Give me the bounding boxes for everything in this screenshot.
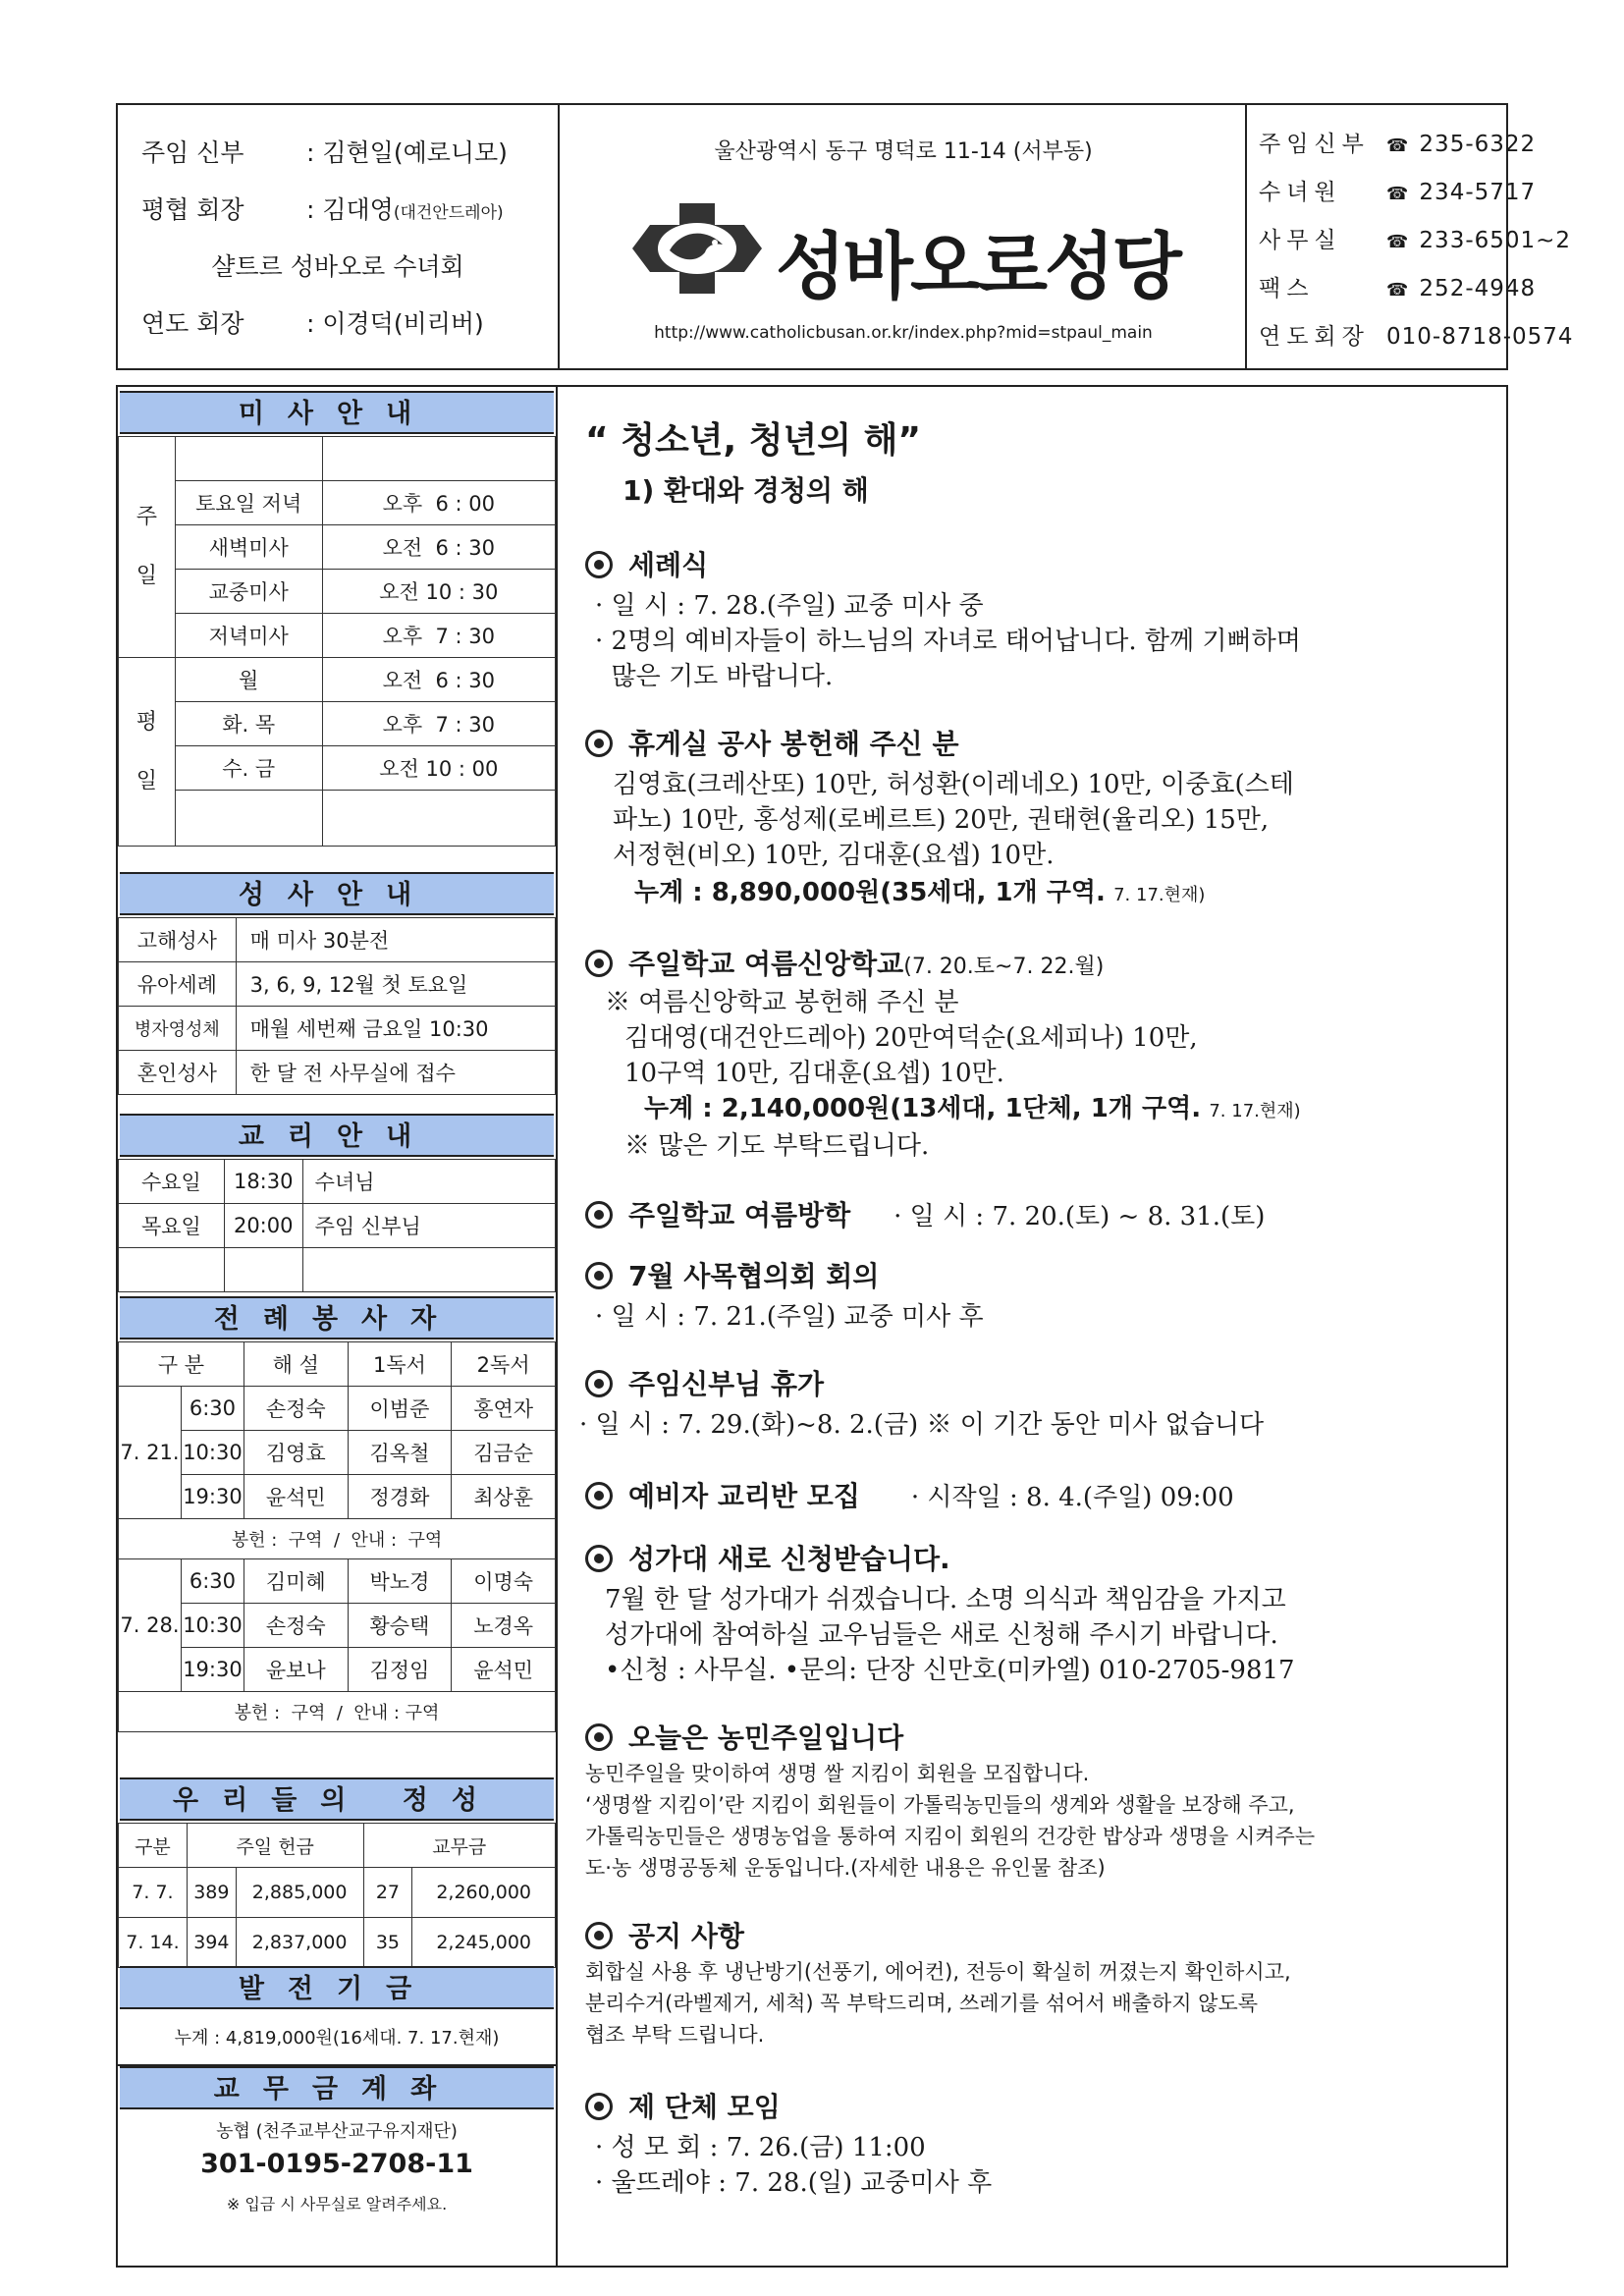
bullet-icon	[585, 1723, 613, 1751]
mass-time: 오후 7 : 30	[322, 614, 555, 658]
commentator: 윤석민	[244, 1475, 348, 1519]
mass-time: 오전 10 : 00	[322, 746, 555, 791]
bulletin-body	[116, 385, 1508, 2268]
item-title: 세례식	[628, 549, 709, 581]
offering-amount: 2,885,000	[236, 1868, 363, 1918]
council-name: : 김대영	[306, 195, 394, 224]
sacrament-title: 성사안내	[120, 872, 554, 915]
servers-header: 1독서	[348, 1342, 452, 1387]
sidebar	[118, 387, 558, 2266]
catechism-table	[118, 1159, 556, 1292]
mass-time: 오전 6 : 30	[322, 658, 555, 702]
account-bank: 농협 (천주교부산교구유지재단)	[216, 2121, 458, 2142]
sacrament-desc: 3, 6, 9, 12월 첫 토요일	[236, 962, 555, 1007]
theme-subtitle: 1) 환대와 경청의 해	[623, 474, 869, 507]
reader-2: 이명숙	[452, 1559, 556, 1604]
item-summer-school: 주일학교 여름신앙학교(7. 20.토~7. 22.월)	[585, 943, 1104, 982]
servers-note: 봉헌 : 구역 / 안내 : 구역	[119, 1692, 556, 1732]
catechism-teacher: 주임 신부님	[302, 1204, 555, 1248]
dues-amount: 2,245,000	[412, 1918, 556, 1968]
servers-time: 6:30	[181, 1387, 244, 1431]
servers-time: 19:30	[181, 1475, 244, 1519]
pastor-row	[118, 125, 558, 182]
catechism-time: 20:00	[224, 1204, 302, 1248]
yeondo-label: 연도 회장	[141, 309, 244, 338]
item-line: 가톨릭농민들은 생명농업을 통하여 지킴이 회원의 건강한 밥상과 생명을 시켜주는	[585, 1825, 1316, 1848]
item-line: 협조 부탁 드립니다.	[585, 2023, 765, 2047]
phone-icon: ☎	[1386, 280, 1410, 301]
council-name-suffix: (대건안드레아)	[393, 203, 504, 223]
pastor-name: : 김현일(예로니모)	[306, 138, 508, 167]
mass-time: 오전 6 : 30	[322, 525, 555, 570]
fund-title: 발전기금	[120, 1966, 554, 2009]
item-line: · 일 시 : 7. 28.(주일) 교중 미사 중	[595, 591, 984, 621]
offering-header: 교무금	[363, 1824, 555, 1868]
sacrament-desc: 매 미사 30분전	[236, 918, 555, 962]
reader-2: 노경옥	[452, 1604, 556, 1648]
council-label: 평협 회장	[141, 195, 244, 224]
phone-icon: ☎	[1386, 184, 1410, 204]
bullet-icon	[585, 950, 613, 977]
item-pastoral	[585, 1255, 879, 1294]
sacrament-name: 병자영성체	[119, 1007, 237, 1051]
summer-total: 누계 : 2,140,000원(13세대, 1단체, 1개 구역. 7. 17.현재)	[644, 1094, 1301, 1123]
offering-title: 우리들의 정성	[120, 1777, 554, 1821]
sisters-row: 샬트르 성바오로 수녀회	[211, 252, 464, 281]
offering-count: 389	[187, 1868, 236, 1918]
account-title: 교무금계좌	[120, 2066, 554, 2109]
sunday-label: 주 일	[119, 437, 176, 658]
mass-name: 교중미사	[175, 570, 322, 614]
offering-amount: 2,837,000	[236, 1918, 363, 1968]
item-line: · 일 시 : 7. 29.(화)~8. 2.(금) ※ 이 기간 동안 미사 없습니다	[579, 1410, 1265, 1440]
servers-date: 7. 28.	[119, 1559, 182, 1692]
phone-icon: ☎	[1386, 136, 1410, 156]
item-title: 제 단체 모임	[628, 2091, 781, 2123]
contact-number: 252-4948	[1419, 276, 1537, 301]
item-line: · 2명의 예비자들이 하느님의 자녀로 태어납니다. 함께 기뻐하며	[595, 627, 1301, 656]
offering-date: 7. 14.	[119, 1918, 188, 1968]
item-line: 김대영(대건안드레아) 20만여덕순(요세피나) 10만,	[624, 1023, 1198, 1053]
servers-table	[118, 1341, 556, 1732]
contact-row	[1247, 121, 1537, 169]
weekday-label: 평 일	[119, 658, 176, 847]
servers-header: 2독서	[452, 1342, 556, 1387]
item-title: 예비자 교리반 모집	[628, 1480, 860, 1512]
pastor-label: 주임 신부	[141, 138, 244, 167]
mass-name: 수. 금	[175, 746, 322, 791]
reader-1: 황승택	[348, 1604, 452, 1648]
fund-total: 누계 : 4,819,000원(16세대. 7. 17.현재)	[118, 2011, 556, 2066]
reader-1: 김옥철	[348, 1431, 452, 1475]
servers-time: 10:30	[181, 1604, 244, 1648]
contact-row	[1247, 313, 1574, 361]
mass-name: 월	[175, 658, 322, 702]
bullet-icon	[585, 1545, 613, 1572]
offering-date: 7. 7.	[119, 1868, 188, 1918]
item-title: 오늘은 농민주일입니다	[628, 1722, 904, 1754]
bullet-icon	[585, 1201, 613, 1229]
catechism-time: 18:30	[224, 1160, 302, 1204]
servers-note: 봉헌 : 구역 / 안내 : 구역	[119, 1519, 556, 1559]
item-line: 농민주일을 맞이하여 생명 쌀 지킴이 회원을 모집합니다.	[585, 1762, 1090, 1785]
dues-amount: 2,260,000	[412, 1868, 556, 1918]
mass-name: 새벽미사	[175, 525, 322, 570]
bullet-icon	[585, 1482, 613, 1509]
catechism-teacher: 수녀님	[302, 1160, 555, 1204]
sacrament-desc: 매월 세번째 금요일 10:30	[236, 1007, 555, 1051]
mass-name: 저녁미사	[175, 614, 322, 658]
item-vacation-class: 주일학교 여름방학 · 일 시 : 7. 20.(토) ~ 8. 31.(토)	[585, 1194, 1265, 1233]
servers-time: 10:30	[181, 1431, 244, 1475]
mass-time: 오전 10 : 30	[322, 570, 555, 614]
contact-label: 수녀원	[1259, 180, 1342, 205]
item-catechumen: 예비자 교리반 모집 · 시작일 : 8. 4.(주일) 09:00	[585, 1475, 1234, 1514]
reader-1: 이범준	[348, 1387, 452, 1431]
item-priest-vacation	[585, 1363, 824, 1402]
contact-row	[1247, 169, 1537, 217]
yeondo-name: : 이경덕(비리버)	[306, 309, 484, 338]
bullet-icon	[585, 2093, 613, 2120]
servers-time: 19:30	[181, 1648, 244, 1692]
commentator: 윤보나	[244, 1648, 348, 1692]
church-name: 성바오로성당	[776, 225, 1179, 309]
item-title: 주일학교 여름방학	[628, 1199, 851, 1231]
reader-2: 홍연자	[452, 1387, 556, 1431]
reader-1: 박노경	[348, 1559, 452, 1604]
church-address: 울산광역시 동구 명덕로 11-14 (서부동)	[714, 139, 1093, 164]
item-line: 서정현(비오) 10만, 김대훈(요셉) 10만.	[613, 841, 1055, 870]
item-line: · 성 모 회 : 7. 26.(금) 11:00	[595, 2133, 926, 2162]
item-title: 주일학교 여름신앙학교	[628, 948, 904, 980]
bullet-icon	[585, 730, 613, 757]
mass-name: 화. 목	[175, 702, 322, 746]
contact-number: 235-6322	[1419, 132, 1537, 157]
item-line: 10구역 10만, 김대훈(요셉) 10만.	[624, 1059, 1004, 1088]
contact-label: 팩스	[1259, 276, 1315, 301]
item-line: · 일 시 : 7. 21.(주일) 교중 미사 후	[595, 1302, 984, 1332]
announcements	[560, 387, 1508, 2266]
church-url[interactable]: http://www.catholicbusan.or.kr/index.php?mid=stpaul_main	[654, 323, 1153, 343]
leadership-panel	[118, 105, 560, 368]
bullet-icon	[585, 1370, 613, 1397]
catechism-day: 수요일	[119, 1160, 225, 1204]
item-choir	[585, 1538, 950, 1577]
sacrament-name: 혼인성사	[119, 1051, 237, 1095]
item-line: •신청 : 사무실. •문의: 단장 신만호(미카엘) 010-2705-9817	[605, 1656, 1295, 1685]
lounge-total: 누계 : 8,890,000원(35세대, 1개 구역. 7. 17.현재)	[634, 878, 1206, 907]
item-line: · 울뜨레야 : 7. 28.(일) 교중미사 후	[595, 2168, 993, 2198]
sacrament-name: 고해성사	[119, 918, 237, 962]
church-title-panel	[560, 105, 1247, 368]
bullet-icon	[585, 1922, 613, 1949]
item-line: ‘생명쌀 지킴이’란 지킴이 회원들이 가톨릭농민들의 생계와 생활을 보장해 주고,	[585, 1793, 1295, 1817]
bullet-icon	[585, 1262, 613, 1289]
mass-time: 오후 7 : 30	[322, 702, 555, 746]
bulletin-header	[116, 103, 1574, 370]
item-line: 많은 기도 바랍니다.	[595, 662, 834, 691]
offering-header: 주일 헌금	[187, 1824, 363, 1868]
contact-number: 010-8718-0574	[1386, 324, 1574, 350]
item-line: 성가대에 참여하실 교우님들은 새로 신청해 주시기 바랍니다.	[605, 1620, 1278, 1650]
theme-title: “ 청소년, 청년의 해”	[585, 420, 922, 461]
phone-icon: ☎	[1386, 232, 1410, 252]
item-title: 휴게실 공사 봉헌해 주신 분	[628, 728, 959, 760]
contact-number: 233-6501~2	[1419, 228, 1572, 253]
offering-table	[118, 1823, 556, 1968]
church-logo-icon	[628, 199, 766, 298]
item-lounge	[585, 723, 959, 762]
contact-row	[1247, 265, 1537, 313]
item-line: 분리수거(라벨제거, 세척) 꼭 부탁드리며, 쓰레기를 섞어서 배출하지 않도록	[585, 1992, 1259, 2015]
sacrament-desc: 한 달 전 사무실에 접수	[236, 1051, 555, 1095]
council-row	[118, 182, 558, 239]
reader-1: 김정임	[348, 1648, 452, 1692]
item-title: 7월 사목협의회 회의	[628, 1260, 880, 1292]
reader-2: 김금순	[452, 1431, 556, 1475]
mass-time: 오후 6 : 00	[322, 481, 555, 525]
item-baptism	[585, 544, 708, 583]
reader-2: 최상훈	[452, 1475, 556, 1519]
item-groups	[585, 2086, 781, 2125]
commentator: 김미혜	[244, 1559, 348, 1604]
dues-count: 35	[363, 1918, 412, 1968]
catechism-title: 교리안내	[120, 1114, 554, 1157]
reader-1: 정경화	[348, 1475, 452, 1519]
reader-2: 윤석민	[452, 1648, 556, 1692]
item-line: 파노) 10만, 홍성제(로베르트) 20만, 권태현(율리오) 15만,	[613, 805, 1270, 835]
servers-header: 구 분	[119, 1342, 244, 1387]
contact-label: 연도회장	[1259, 324, 1370, 350]
item-line: ※ 여름신앙학교 봉헌해 주신 분	[605, 988, 959, 1017]
item-title: 성가대 새로 신청받습니다.	[628, 1543, 950, 1575]
mass-name: 토요일 저녁	[175, 481, 322, 525]
contact-label: 사무실	[1259, 228, 1342, 253]
contact-row	[1247, 217, 1572, 265]
account-note: ※ 입금 시 사무실로 알려주세요.	[226, 2195, 448, 2214]
commentator: 김영효	[244, 1431, 348, 1475]
commentator: 손정숙	[244, 1387, 348, 1431]
item-line: 회합실 사용 후 냉난방기(선풍기, 에어컨), 전등이 확실히 꺼졌는지 확인하시고,	[585, 1960, 1291, 1984]
bullet-icon	[585, 551, 613, 578]
contacts-panel	[1247, 105, 1574, 368]
servers-date: 7. 21.	[119, 1387, 182, 1519]
sacrament-name: 유아세례	[119, 962, 237, 1007]
item-line: ※ 많은 기도 부탁드립니다.	[624, 1131, 930, 1161]
item-notice	[585, 1915, 744, 1954]
servers-title: 전례봉사자	[120, 1296, 554, 1339]
item-line: 7월 한 달 성가대가 쉬겠습니다. 소명 의식과 책임감을 가지고	[605, 1585, 1286, 1614]
contact-label: 주임신부	[1259, 132, 1370, 157]
account-number: 301-0195-2708-11	[200, 2149, 473, 2179]
servers-header: 해 설	[244, 1342, 348, 1387]
contact-number: 234-5717	[1419, 180, 1537, 205]
mass-schedule-table	[118, 436, 556, 847]
servers-time: 6:30	[181, 1559, 244, 1604]
item-title: 공지 사항	[628, 1920, 744, 1952]
item-farmers	[585, 1717, 903, 1756]
offering-count: 394	[187, 1918, 236, 1968]
dues-count: 27	[363, 1868, 412, 1918]
sacrament-table	[118, 917, 556, 1095]
commentator: 손정숙	[244, 1604, 348, 1648]
catechism-day: 목요일	[119, 1204, 225, 1248]
offering-header: 구분	[119, 1824, 188, 1868]
item-line: 김영효(크레산또) 10만, 허성환(이레네오) 10만, 이중효(스테	[613, 770, 1294, 799]
item-title: 주임신부님 휴가	[628, 1368, 825, 1400]
item-line: 도·농 생명공동체 운동입니다.(자세한 내용은 유인물 참조)	[585, 1856, 1106, 1880]
yeondo-row	[118, 296, 558, 353]
mass-schedule-title: 미사안내	[120, 391, 554, 434]
